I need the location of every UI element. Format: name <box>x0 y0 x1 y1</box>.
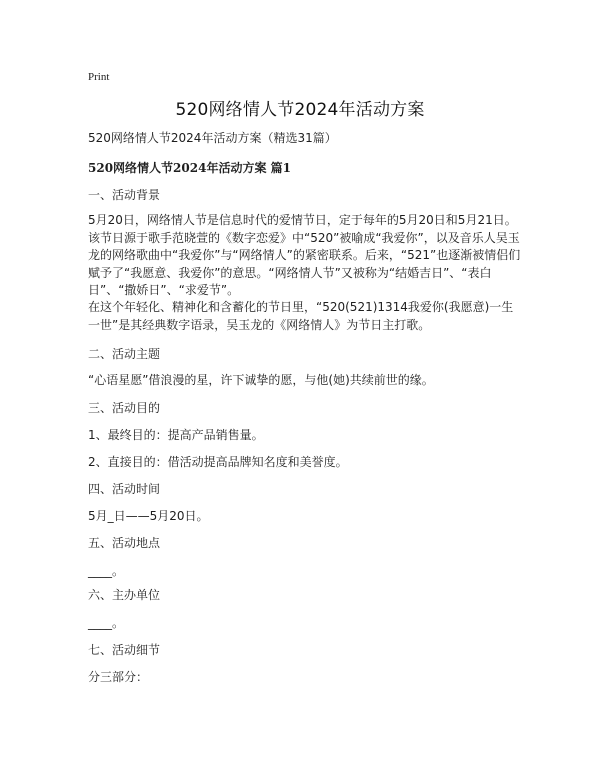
paragraph-location: ____。 <box>88 564 125 578</box>
page-title: 520网络情人节2024年活动方案 <box>175 100 425 120</box>
paragraph-details: 分三部分： <box>88 670 149 684</box>
heading-theme: 二、活动主题 <box>88 347 161 361</box>
paragraph-background: 5月20日，网络情人节是信息时代的爱情节日，定于每年的5月20日和5月21日。该节日源于歌手范晓萱的《数字恋爱》中“520”被喻成“我爱你”，以及音乐人吴玉龙的网络歌曲中“我爱你”与“网络情人”的紧密联系。后来，“521”也逐渐被情侣们赋予了“我愿意、我爱你”的意思。“网络情人节”又被称为“结婚吉日”、“表白日”、“撒娇日”、“求爱节”。 <box>88 213 521 297</box>
heading-purpose: 三、活动目的 <box>88 401 161 415</box>
paragraph-organizer: ____。 <box>88 616 125 630</box>
section-heading: 520网络情人节2024年活动方案 篇1 <box>88 161 291 175</box>
heading-time: 四、活动时间 <box>88 482 161 496</box>
print-label: Print <box>88 71 110 83</box>
paragraph-background-2: 在这个年轻化、精神化和含蓄化的节日里，“520(521)1314我爱你(我愿意)一生一世”是其经典数字语录，吴玉龙的《网络情人》为节日主打歌。 <box>88 300 514 332</box>
heading-background: 一、活动背景 <box>88 188 161 202</box>
heading-organizer: 六、主办单位 <box>88 588 161 602</box>
purpose-item-2: 2、直接目的：借活动提高品牌知名度和美誉度。 <box>88 455 348 469</box>
paragraph-theme: “心语星愿”借浪漫的星，许下诚挚的愿，与他(她)共续前世的缘。 <box>88 373 434 387</box>
document-subtitle: 520网络情人节2024年活动方案（精选31篇） <box>88 131 337 145</box>
heading-location: 五、活动地点 <box>88 536 161 550</box>
heading-details: 七、活动细节 <box>88 643 161 657</box>
paragraph-time: 5月_日——5月20日。 <box>88 509 209 523</box>
purpose-item-1: 1、最终目的：提高产品销售量。 <box>88 428 264 442</box>
